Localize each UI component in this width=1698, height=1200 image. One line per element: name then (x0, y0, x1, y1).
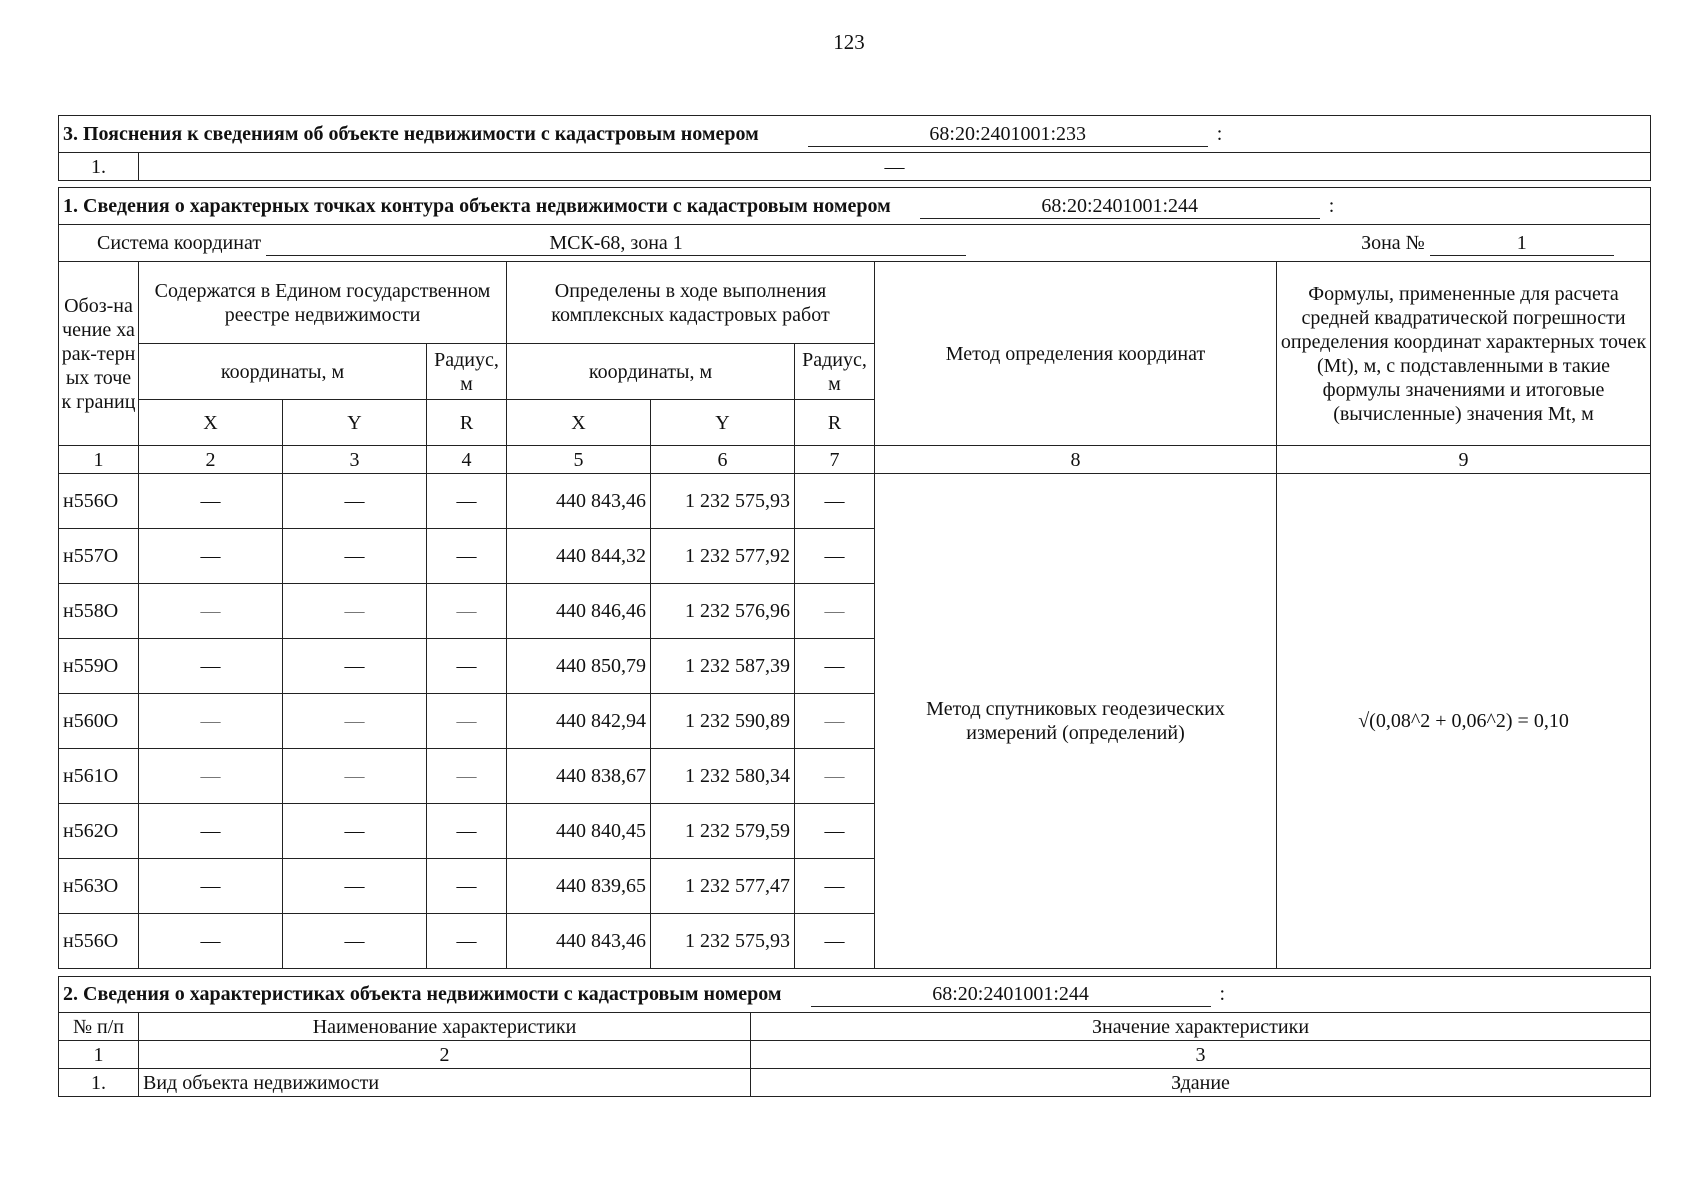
boundary-points-title-row (59, 188, 1651, 225)
kkr-y: 1 232 577,47 (651, 859, 795, 914)
characteristic-number: 1. (59, 1069, 139, 1097)
kkr-r: — (795, 859, 875, 914)
section1-cadastral-number: 68:20:2401001:244 (920, 194, 1320, 219)
egrn-x: — (139, 804, 283, 859)
header-egrn-coords: координаты, м (139, 344, 427, 400)
kkr-x: 440 838,67 (507, 749, 651, 804)
kkr-r: — (795, 694, 875, 749)
egrn-y: — (283, 474, 427, 529)
egrn-x: — (139, 584, 283, 639)
point-designation: н562О (59, 804, 139, 859)
header-method: Метод определения координат (875, 262, 1277, 446)
kkr-r: — (795, 749, 875, 804)
kkr-r: — (795, 529, 875, 584)
explanation-row-text: — (139, 153, 1651, 181)
column-number: 8 (875, 446, 1277, 474)
header-designation: Обоз-начение харак-терных точек границ (59, 262, 139, 446)
coordinate-system-value: МСК-68, зона 1 (266, 231, 966, 256)
section2-cadastral-number: 68:20:2401001:244 (811, 982, 1211, 1007)
egrn-r: — (427, 749, 507, 804)
header-kkr-r: R (795, 400, 875, 446)
point-designation: н557О (59, 529, 139, 584)
characteristic-name: Вид объекта недвижимости (139, 1069, 751, 1097)
header-kkr: Определены в ходе выполнения комплексных кадастровых работ (507, 262, 875, 344)
characteristics-column-number-row (59, 1041, 1651, 1069)
method-value: Метод спутниковых геодезических измерений (определений) (875, 474, 1277, 969)
page-number: 123 (833, 30, 865, 54)
section3-title: 3. Пояснения к сведениям об объекте недвижимости с кадастровым номером (63, 122, 759, 145)
column-number: 6 (651, 446, 795, 474)
column-number: 1 (59, 1041, 139, 1069)
section1-colon: : (1328, 194, 1335, 217)
kkr-x: 440 846,46 (507, 584, 651, 639)
point-designation: н556О (59, 914, 139, 969)
egrn-y: — (283, 639, 427, 694)
egrn-x: — (139, 529, 283, 584)
egrn-x: — (139, 639, 283, 694)
header-characteristic-value: Значение характеристики (751, 1013, 1651, 1041)
zone-label: Зона № (1361, 231, 1425, 254)
kkr-y: 1 232 575,93 (651, 474, 795, 529)
formula-value: √(0,08^2 + 0,06^2) = 0,10 (1277, 474, 1651, 969)
header-egrn-radius: Радиус, м (427, 344, 507, 400)
header-kkr-y: Y (651, 400, 795, 446)
header-kkr-radius: Радиус, м (795, 344, 875, 400)
header-row-number: № п/п (59, 1013, 139, 1041)
table-row (59, 474, 1651, 529)
table-row (59, 1069, 1651, 1097)
section2-colon: : (1219, 983, 1226, 1005)
point-designation: н556О (59, 474, 139, 529)
kkr-y: 1 232 590,89 (651, 694, 795, 749)
kkr-x: 440 839,65 (507, 859, 651, 914)
egrn-y: — (283, 584, 427, 639)
column-number: 4 (427, 446, 507, 474)
point-designation: н560О (59, 694, 139, 749)
explanations-row (59, 153, 1651, 181)
egrn-r: — (427, 694, 507, 749)
header-egrn: Содержатся в Едином государственном реестре недвижимости (139, 262, 507, 344)
column-number-row (59, 446, 1651, 474)
header-characteristic-name: Наименование характеристики (139, 1013, 751, 1041)
egrn-r: — (427, 914, 507, 969)
egrn-r: — (427, 529, 507, 584)
section3-cadastral-number: 68:20:2401001:233 (808, 122, 1208, 147)
egrn-y: — (283, 859, 427, 914)
column-number: 5 (507, 446, 651, 474)
egrn-r: — (427, 804, 507, 859)
zone-value: 1 (1430, 231, 1614, 256)
header-formulas: Формулы, примененные для расчета средней квадратической погрешности определения координат характерных точек (Mt), м, с подставленными в такие формулы значениями и итоговые (вычисленные) значения Mt, м (1277, 262, 1651, 446)
egrn-r: — (427, 474, 507, 529)
egrn-r: — (427, 584, 507, 639)
characteristics-table (58, 976, 1651, 1097)
kkr-y: 1 232 580,34 (651, 749, 795, 804)
point-designation: н559О (59, 639, 139, 694)
kkr-y: 1 232 575,93 (651, 914, 795, 969)
column-number: 3 (751, 1041, 1651, 1069)
egrn-y: — (283, 749, 427, 804)
section3-colon: : (1216, 122, 1223, 145)
kkr-x: 440 840,45 (507, 804, 651, 859)
egrn-y: — (283, 804, 427, 859)
egrn-x: — (139, 914, 283, 969)
section1-title: 1. Сведения о характерных точках контура объекта недвижимости с кадастровым номером (63, 194, 891, 217)
kkr-r: — (795, 804, 875, 859)
column-number: 1 (59, 446, 139, 474)
kkr-x: 440 844,32 (507, 529, 651, 584)
egrn-y: — (283, 914, 427, 969)
kkr-x: 440 843,46 (507, 914, 651, 969)
header-egrn-r: R (427, 400, 507, 446)
kkr-y: 1 232 587,39 (651, 639, 795, 694)
boundary-points-table (58, 187, 1651, 969)
egrn-x: — (139, 694, 283, 749)
column-number: 2 (139, 1041, 751, 1069)
kkr-y: 1 232 577,92 (651, 529, 795, 584)
kkr-r: — (795, 639, 875, 694)
characteristics-title-row (59, 977, 1651, 1013)
egrn-x: — (139, 749, 283, 804)
explanations-header-row (59, 116, 1651, 153)
egrn-y: — (283, 694, 427, 749)
kkr-x: 440 843,46 (507, 474, 651, 529)
characteristics-header-row (59, 1013, 1651, 1041)
header-row-1 (59, 262, 1651, 344)
egrn-r: — (427, 859, 507, 914)
kkr-y: 1 232 579,59 (651, 804, 795, 859)
section2-title: 2. Сведения о характеристиках объекта недвижимости с кадастровым номером (63, 983, 782, 1005)
explanations-table (58, 115, 1651, 181)
column-number: 2 (139, 446, 283, 474)
point-designation: н563О (59, 859, 139, 914)
characteristic-value: Здание (751, 1069, 1651, 1097)
kkr-r: — (795, 474, 875, 529)
egrn-r: — (427, 639, 507, 694)
kkr-x: 440 842,94 (507, 694, 651, 749)
header-egrn-x: X (139, 400, 283, 446)
column-number: 7 (795, 446, 875, 474)
header-kkr-x: X (507, 400, 651, 446)
column-number: 9 (1277, 446, 1651, 474)
egrn-x: — (139, 474, 283, 529)
kkr-y: 1 232 576,96 (651, 584, 795, 639)
header-egrn-y: Y (283, 400, 427, 446)
point-designation: н558О (59, 584, 139, 639)
coordinate-system-label: Система координат (97, 231, 262, 254)
kkr-r: — (795, 584, 875, 639)
coordinate-system-row (59, 225, 1651, 262)
header-kkr-coords: координаты, м (507, 344, 795, 400)
column-number: 3 (283, 446, 427, 474)
egrn-y: — (283, 529, 427, 584)
egrn-x: — (139, 859, 283, 914)
explanation-row-number: 1. (59, 153, 139, 181)
kkr-x: 440 850,79 (507, 639, 651, 694)
kkr-r: — (795, 914, 875, 969)
point-designation: н561О (59, 749, 139, 804)
